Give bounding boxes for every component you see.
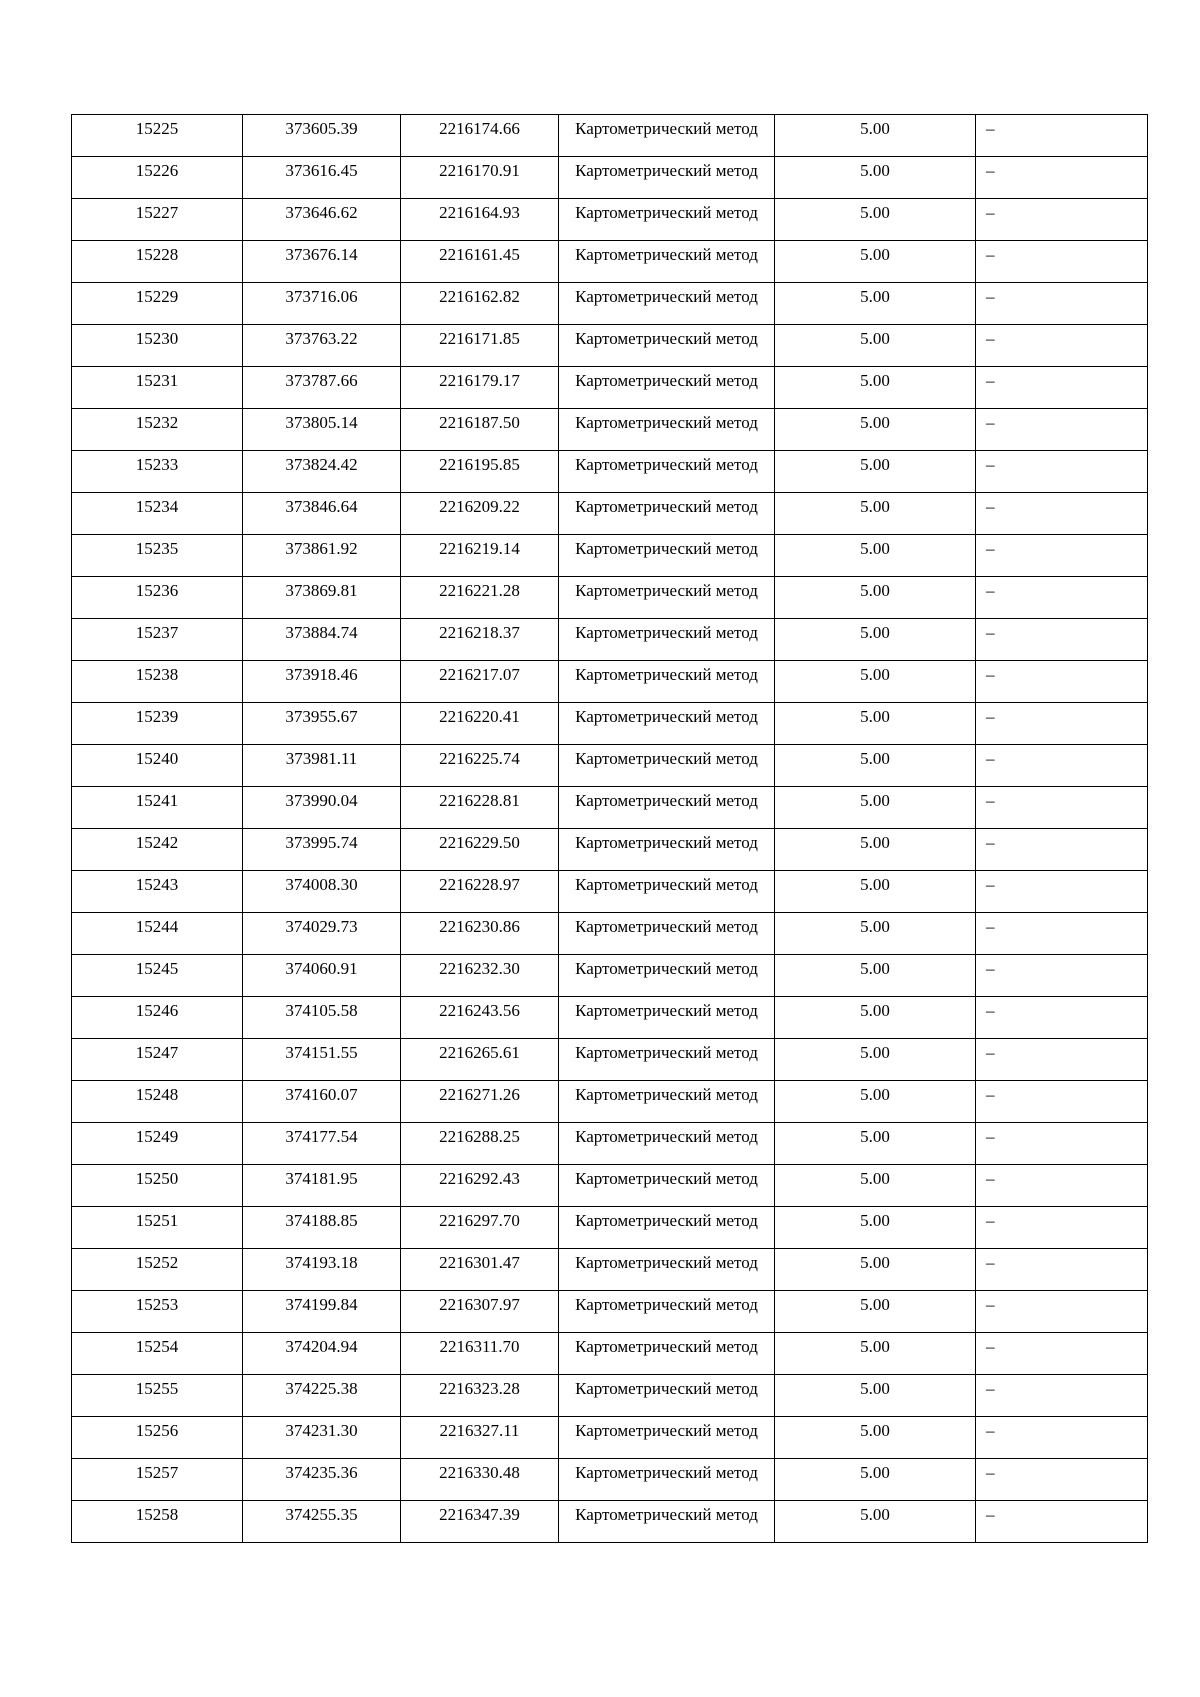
note-cell: –: [976, 367, 1148, 409]
accuracy-cell: 5.00: [775, 661, 976, 703]
x-coordinate-cell: 373846.64: [243, 493, 401, 535]
method-cell: Картометрический метод: [559, 199, 775, 241]
note-cell: –: [976, 1123, 1148, 1165]
y-coordinate-cell: 2216219.14: [401, 535, 559, 577]
coordinates-table-body: [72, 115, 1148, 1543]
accuracy-cell: 5.00: [775, 997, 976, 1039]
note-cell: –: [976, 1207, 1148, 1249]
note-cell: –: [976, 493, 1148, 535]
table-row: [72, 745, 1148, 787]
method-cell: Картометрический метод: [559, 997, 775, 1039]
x-coordinate-cell: 373995.74: [243, 829, 401, 871]
y-coordinate-cell: 2216347.39: [401, 1501, 559, 1543]
note-cell: –: [976, 1333, 1148, 1375]
point-number-cell: 15239: [72, 703, 243, 745]
point-number-cell: 15238: [72, 661, 243, 703]
note-cell: –: [976, 535, 1148, 577]
accuracy-cell: 5.00: [775, 913, 976, 955]
table-row: [72, 409, 1148, 451]
point-number-cell: 15246: [72, 997, 243, 1039]
table-row: [72, 661, 1148, 703]
note-cell: –: [976, 1291, 1148, 1333]
method-cell: Картометрический метод: [559, 241, 775, 283]
point-number-cell: 15234: [72, 493, 243, 535]
table-row: [72, 1039, 1148, 1081]
accuracy-cell: 5.00: [775, 1081, 976, 1123]
x-coordinate-cell: 374255.35: [243, 1501, 401, 1543]
y-coordinate-cell: 2216170.91: [401, 157, 559, 199]
table-row: [72, 787, 1148, 829]
table-row: [72, 325, 1148, 367]
table-row: [72, 703, 1148, 745]
table-row: [72, 283, 1148, 325]
point-number-cell: 15257: [72, 1459, 243, 1501]
y-coordinate-cell: 2216301.47: [401, 1249, 559, 1291]
table-row: [72, 1249, 1148, 1291]
x-coordinate-cell: 373861.92: [243, 535, 401, 577]
note-cell: –: [976, 1081, 1148, 1123]
y-coordinate-cell: 2216161.45: [401, 241, 559, 283]
accuracy-cell: 5.00: [775, 157, 976, 199]
x-coordinate-cell: 373869.81: [243, 577, 401, 619]
note-cell: –: [976, 1459, 1148, 1501]
y-coordinate-cell: 2216220.41: [401, 703, 559, 745]
table-row: [72, 619, 1148, 661]
table-row: [72, 577, 1148, 619]
x-coordinate-cell: 373716.06: [243, 283, 401, 325]
method-cell: Картометрический метод: [559, 1249, 775, 1291]
point-number-cell: 15237: [72, 619, 243, 661]
table-row: [72, 1375, 1148, 1417]
x-coordinate-cell: 373676.14: [243, 241, 401, 283]
note-cell: –: [976, 745, 1148, 787]
table-row: [72, 199, 1148, 241]
method-cell: Картометрический метод: [559, 1081, 775, 1123]
point-number-cell: 15255: [72, 1375, 243, 1417]
point-number-cell: 15243: [72, 871, 243, 913]
note-cell: –: [976, 829, 1148, 871]
x-coordinate-cell: 374204.94: [243, 1333, 401, 1375]
accuracy-cell: 5.00: [775, 367, 976, 409]
accuracy-cell: 5.00: [775, 451, 976, 493]
method-cell: Картометрический метод: [559, 1333, 775, 1375]
note-cell: –: [976, 325, 1148, 367]
point-number-cell: 15242: [72, 829, 243, 871]
x-coordinate-cell: 374177.54: [243, 1123, 401, 1165]
table-row: [72, 997, 1148, 1039]
method-cell: Картометрический метод: [559, 745, 775, 787]
y-coordinate-cell: 2216174.66: [401, 115, 559, 157]
accuracy-cell: 5.00: [775, 409, 976, 451]
y-coordinate-cell: 2216164.93: [401, 199, 559, 241]
note-cell: –: [976, 409, 1148, 451]
note-cell: –: [976, 1039, 1148, 1081]
method-cell: Картометрический метод: [559, 577, 775, 619]
note-cell: –: [976, 199, 1148, 241]
note-cell: –: [976, 997, 1148, 1039]
note-cell: –: [976, 703, 1148, 745]
accuracy-cell: 5.00: [775, 829, 976, 871]
table-row: [72, 367, 1148, 409]
x-coordinate-cell: 374160.07: [243, 1081, 401, 1123]
accuracy-cell: 5.00: [775, 325, 976, 367]
y-coordinate-cell: 2216265.61: [401, 1039, 559, 1081]
table-row: [72, 955, 1148, 997]
note-cell: –: [976, 577, 1148, 619]
accuracy-cell: 5.00: [775, 1249, 976, 1291]
note-cell: –: [976, 283, 1148, 325]
x-coordinate-cell: 374105.58: [243, 997, 401, 1039]
coordinates-table: [71, 114, 1148, 1543]
point-number-cell: 15227: [72, 199, 243, 241]
y-coordinate-cell: 2216229.50: [401, 829, 559, 871]
point-number-cell: 15231: [72, 367, 243, 409]
method-cell: Картометрический метод: [559, 367, 775, 409]
method-cell: Картометрический метод: [559, 1207, 775, 1249]
point-number-cell: 15248: [72, 1081, 243, 1123]
accuracy-cell: 5.00: [775, 1501, 976, 1543]
y-coordinate-cell: 2216307.97: [401, 1291, 559, 1333]
point-number-cell: 15250: [72, 1165, 243, 1207]
x-coordinate-cell: 373763.22: [243, 325, 401, 367]
point-number-cell: 15256: [72, 1417, 243, 1459]
method-cell: Картометрический метод: [559, 1291, 775, 1333]
table-row: [72, 1417, 1148, 1459]
accuracy-cell: 5.00: [775, 871, 976, 913]
point-number-cell: 15245: [72, 955, 243, 997]
x-coordinate-cell: 374188.85: [243, 1207, 401, 1249]
note-cell: –: [976, 661, 1148, 703]
table-row: [72, 451, 1148, 493]
point-number-cell: 15253: [72, 1291, 243, 1333]
table-row: [72, 871, 1148, 913]
x-coordinate-cell: 374225.38: [243, 1375, 401, 1417]
method-cell: Картометрический метод: [559, 409, 775, 451]
point-number-cell: 15247: [72, 1039, 243, 1081]
accuracy-cell: 5.00: [775, 1333, 976, 1375]
accuracy-cell: 5.00: [775, 1039, 976, 1081]
table-row: [72, 241, 1148, 283]
y-coordinate-cell: 2216218.37: [401, 619, 559, 661]
accuracy-cell: 5.00: [775, 535, 976, 577]
y-coordinate-cell: 2216297.70: [401, 1207, 559, 1249]
table-row: [72, 1207, 1148, 1249]
table-row: [72, 157, 1148, 199]
method-cell: Картометрический метод: [559, 619, 775, 661]
note-cell: –: [976, 1501, 1148, 1543]
method-cell: Картометрический метод: [559, 955, 775, 997]
x-coordinate-cell: 373646.62: [243, 199, 401, 241]
y-coordinate-cell: 2216232.30: [401, 955, 559, 997]
method-cell: Картометрический метод: [559, 829, 775, 871]
accuracy-cell: 5.00: [775, 115, 976, 157]
point-number-cell: 15251: [72, 1207, 243, 1249]
x-coordinate-cell: 374029.73: [243, 913, 401, 955]
table-row: [72, 829, 1148, 871]
x-coordinate-cell: 373918.46: [243, 661, 401, 703]
accuracy-cell: 5.00: [775, 577, 976, 619]
accuracy-cell: 5.00: [775, 493, 976, 535]
y-coordinate-cell: 2216187.50: [401, 409, 559, 451]
accuracy-cell: 5.00: [775, 955, 976, 997]
table-row: [72, 1501, 1148, 1543]
x-coordinate-cell: 373787.66: [243, 367, 401, 409]
x-coordinate-cell: 373805.14: [243, 409, 401, 451]
method-cell: Картометрический метод: [559, 787, 775, 829]
y-coordinate-cell: 2216311.70: [401, 1333, 559, 1375]
method-cell: Картометрический метод: [559, 1123, 775, 1165]
method-cell: Картометрический метод: [559, 871, 775, 913]
note-cell: –: [976, 871, 1148, 913]
note-cell: –: [976, 619, 1148, 661]
table-row: [72, 1333, 1148, 1375]
x-coordinate-cell: 374151.55: [243, 1039, 401, 1081]
method-cell: Картометрический метод: [559, 1459, 775, 1501]
note-cell: –: [976, 1249, 1148, 1291]
note-cell: –: [976, 955, 1148, 997]
note-cell: –: [976, 115, 1148, 157]
table-row: [72, 1081, 1148, 1123]
point-number-cell: 15225: [72, 115, 243, 157]
y-coordinate-cell: 2216228.97: [401, 871, 559, 913]
y-coordinate-cell: 2216292.43: [401, 1165, 559, 1207]
y-coordinate-cell: 2216330.48: [401, 1459, 559, 1501]
note-cell: –: [976, 451, 1148, 493]
method-cell: Картометрический метод: [559, 1039, 775, 1081]
point-number-cell: 15236: [72, 577, 243, 619]
x-coordinate-cell: 374235.36: [243, 1459, 401, 1501]
point-number-cell: 15241: [72, 787, 243, 829]
x-coordinate-cell: 373990.04: [243, 787, 401, 829]
point-number-cell: 15233: [72, 451, 243, 493]
y-coordinate-cell: 2216195.85: [401, 451, 559, 493]
point-number-cell: 15235: [72, 535, 243, 577]
note-cell: –: [976, 787, 1148, 829]
y-coordinate-cell: 2216225.74: [401, 745, 559, 787]
y-coordinate-cell: 2216171.85: [401, 325, 559, 367]
point-number-cell: 15252: [72, 1249, 243, 1291]
method-cell: Картометрический метод: [559, 661, 775, 703]
x-coordinate-cell: 373981.11: [243, 745, 401, 787]
accuracy-cell: 5.00: [775, 619, 976, 661]
method-cell: Картометрический метод: [559, 325, 775, 367]
x-coordinate-cell: 373884.74: [243, 619, 401, 661]
table-row: [72, 1291, 1148, 1333]
method-cell: Картометрический метод: [559, 451, 775, 493]
y-coordinate-cell: 2216327.11: [401, 1417, 559, 1459]
accuracy-cell: 5.00: [775, 787, 976, 829]
x-coordinate-cell: 374193.18: [243, 1249, 401, 1291]
point-number-cell: 15249: [72, 1123, 243, 1165]
point-number-cell: 15229: [72, 283, 243, 325]
accuracy-cell: 5.00: [775, 283, 976, 325]
method-cell: Картометрический метод: [559, 1501, 775, 1543]
x-coordinate-cell: 373605.39: [243, 115, 401, 157]
method-cell: Картометрический метод: [559, 913, 775, 955]
y-coordinate-cell: 2216221.28: [401, 577, 559, 619]
x-coordinate-cell: 374008.30: [243, 871, 401, 913]
y-coordinate-cell: 2216162.82: [401, 283, 559, 325]
point-number-cell: 15228: [72, 241, 243, 283]
accuracy-cell: 5.00: [775, 745, 976, 787]
table-row: [72, 115, 1148, 157]
x-coordinate-cell: 374199.84: [243, 1291, 401, 1333]
note-cell: –: [976, 241, 1148, 283]
accuracy-cell: 5.00: [775, 1123, 976, 1165]
x-coordinate-cell: 374060.91: [243, 955, 401, 997]
accuracy-cell: 5.00: [775, 1417, 976, 1459]
table-row: [72, 1459, 1148, 1501]
y-coordinate-cell: 2216217.07: [401, 661, 559, 703]
point-number-cell: 15258: [72, 1501, 243, 1543]
x-coordinate-cell: 374181.95: [243, 1165, 401, 1207]
accuracy-cell: 5.00: [775, 703, 976, 745]
method-cell: Картометрический метод: [559, 115, 775, 157]
note-cell: –: [976, 1375, 1148, 1417]
x-coordinate-cell: 373616.45: [243, 157, 401, 199]
y-coordinate-cell: 2216271.26: [401, 1081, 559, 1123]
point-number-cell: 15244: [72, 913, 243, 955]
y-coordinate-cell: 2216243.56: [401, 997, 559, 1039]
point-number-cell: 15240: [72, 745, 243, 787]
method-cell: Картометрический метод: [559, 703, 775, 745]
table-row: [72, 1165, 1148, 1207]
accuracy-cell: 5.00: [775, 1375, 976, 1417]
table-row: [72, 1123, 1148, 1165]
y-coordinate-cell: 2216230.86: [401, 913, 559, 955]
accuracy-cell: 5.00: [775, 1165, 976, 1207]
note-cell: –: [976, 157, 1148, 199]
x-coordinate-cell: 373955.67: [243, 703, 401, 745]
point-number-cell: 15232: [72, 409, 243, 451]
accuracy-cell: 5.00: [775, 241, 976, 283]
accuracy-cell: 5.00: [775, 1207, 976, 1249]
y-coordinate-cell: 2216288.25: [401, 1123, 559, 1165]
note-cell: –: [976, 913, 1148, 955]
accuracy-cell: 5.00: [775, 1291, 976, 1333]
method-cell: Картометрический метод: [559, 1417, 775, 1459]
method-cell: Картометрический метод: [559, 1165, 775, 1207]
y-coordinate-cell: 2216323.28: [401, 1375, 559, 1417]
x-coordinate-cell: 373824.42: [243, 451, 401, 493]
method-cell: Картометрический метод: [559, 493, 775, 535]
point-number-cell: 15226: [72, 157, 243, 199]
note-cell: –: [976, 1417, 1148, 1459]
y-coordinate-cell: 2216209.22: [401, 493, 559, 535]
method-cell: Картометрический метод: [559, 157, 775, 199]
point-number-cell: 15230: [72, 325, 243, 367]
x-coordinate-cell: 374231.30: [243, 1417, 401, 1459]
table-row: [72, 913, 1148, 955]
y-coordinate-cell: 2216228.81: [401, 787, 559, 829]
accuracy-cell: 5.00: [775, 199, 976, 241]
accuracy-cell: 5.00: [775, 1459, 976, 1501]
method-cell: Картометрический метод: [559, 283, 775, 325]
note-cell: –: [976, 1165, 1148, 1207]
method-cell: Картометрический метод: [559, 535, 775, 577]
method-cell: Картометрический метод: [559, 1375, 775, 1417]
table-row: [72, 493, 1148, 535]
point-number-cell: 15254: [72, 1333, 243, 1375]
table-row: [72, 535, 1148, 577]
y-coordinate-cell: 2216179.17: [401, 367, 559, 409]
